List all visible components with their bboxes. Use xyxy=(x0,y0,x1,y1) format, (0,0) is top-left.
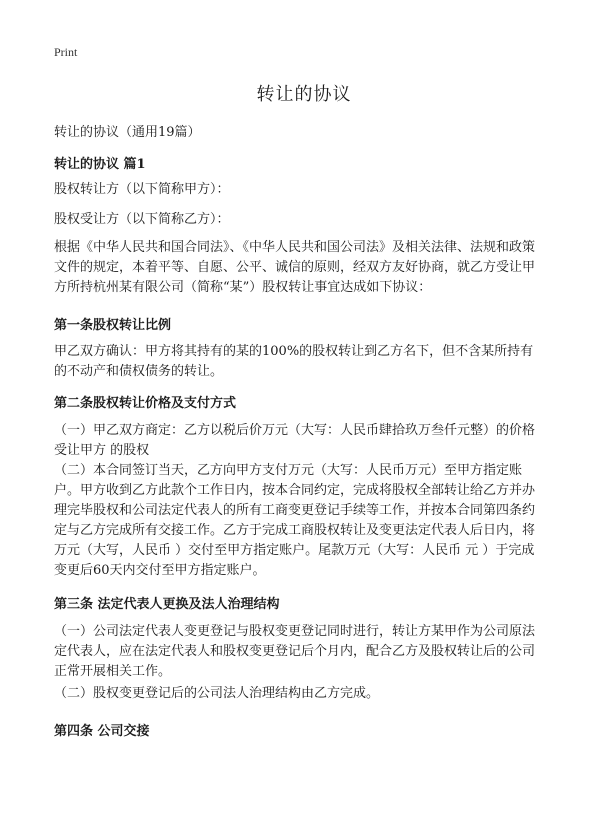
article-1-body: 甲乙双方确认：甲方将其持有的某的100%的股权转让到乙方名下，但不含某所持有的不动产和债权债务的转让。 xyxy=(54,344,534,379)
document-subtitle: 转让的协议（通用19篇） xyxy=(54,125,201,140)
article-3-item-2: （二）股权变更登记后的公司法人治理结构由乙方完成。 xyxy=(54,686,380,701)
print-link[interactable]: Print xyxy=(54,45,78,59)
article-3-heading: 第三条 法定代表人更换及法人治理结构 xyxy=(54,597,280,612)
transferor-line: 股权转让方（以下简称甲方）： xyxy=(54,182,230,197)
preamble-paragraph: 根据《中华人民共和国合同法》、《中华人民共和国公司法》及相关法律、法规和政策文件的规定，本着平等、自愿、公平、诚信的原则，经双方友好协商，就乙方受让甲方所持杭州某有限公司（简称“某”）股权转让事宜达成如下协议： xyxy=(54,240,536,295)
page-title: 转让的协议 xyxy=(256,84,352,105)
article-3-item-1: （一）公司法定代表人变更登记与股权变更登记同时进行，转让方某甲作为公司原法定代表人，应在法定代表人和股权变更登记后个月内，配合乙方及股权转让后的公司正常开展相关工作。 xyxy=(54,624,536,679)
article-2-item-1: （一）甲乙双方商定：乙方以税后价万元（大写：人民币肆拾玖万叁仟元整）的价格受让甲方 的股权 xyxy=(54,423,536,458)
article-2-heading: 第二条股权转让价格及支付方式 xyxy=(54,396,237,411)
article-4-heading: 第四条 公司交接 xyxy=(54,724,150,739)
article-2-item-2: （二）本合同签订当天，乙方向甲方支付万元（大写：人民币万元）至甲方指定账户。甲方收到乙方此款个工作日内，按本合同约定，完成将股权全部转让给乙方并办理完毕股权和公司法定代表人的所有工商变更登记手续等工作，并按本合同第四条约定与乙方完成所有交接工作。乙方于完成工商股权转让及变更法定代表人后日内，将万元（大写，人民币 ）交付至甲方指定账户。尾款万元（大写：人民币 元 ）于完成变更后60天内交付至甲方指定账户。 xyxy=(54,463,536,578)
transferee-line: 股权受让方（以下简称乙方）： xyxy=(54,212,230,227)
article-1-heading: 第一条股权转让比例 xyxy=(54,318,172,333)
section-heading-1: 转让的协议 篇1 xyxy=(54,157,146,172)
